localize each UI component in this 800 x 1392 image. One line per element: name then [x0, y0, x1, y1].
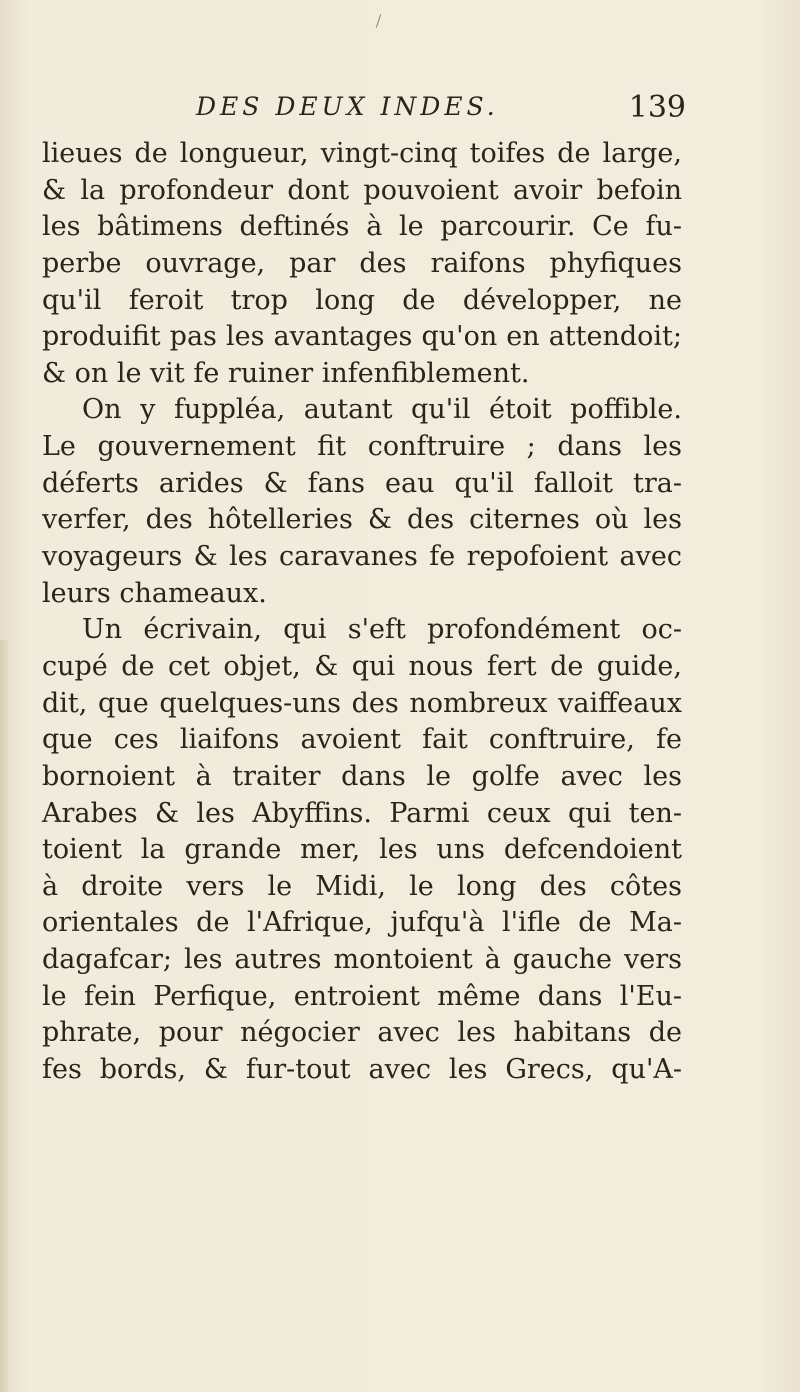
running-head	[196, 92, 686, 136]
paragraph-start-line: Un écrivain, qui s'eft profondément oc-	[82, 614, 682, 646]
text-line: leurs chameaux.	[42, 577, 267, 609]
page-number: 139	[628, 90, 686, 125]
text-line: toient la grande mer, les uns defcendoient	[42, 834, 682, 866]
text-line: verfer, des hôtelleries & des citernes où les	[42, 504, 682, 536]
page-gutter-shadow	[0, 640, 10, 1392]
stray-ink-mark	[376, 14, 381, 28]
body-text	[42, 136, 682, 1089]
text-line: le fein Perfique, entroient même dans l'Eu-	[42, 980, 682, 1012]
text-line: dagafcar; les autres montoient à gauche vers	[42, 944, 682, 976]
text-line: phrate, pour négocier avec les habitans de	[42, 1017, 682, 1049]
text-line: produifit pas les avantages qu'on en attendoit;	[42, 321, 682, 353]
text-line: & on le vit fe ruiner infenfiblement.	[42, 357, 530, 389]
running-title: DES DEUX INDES.	[196, 92, 499, 121]
text-line: cupé de cet objet, & qui nous fert de guide,	[42, 650, 682, 682]
text-line: à droite vers le Midi, le long des côtes	[42, 870, 682, 902]
text-line: lieues de longueur, vingt-cinq toifes de large,	[42, 138, 682, 169]
text-line: que ces liaifons avoient fait conftruire, fe	[42, 724, 682, 756]
text-line: dit, que quelques-uns des nombreux vaiffeaux	[42, 687, 682, 719]
text-line: bornoient à traiter dans le golfe avec les	[42, 760, 682, 792]
text-line: qu'il feroit trop long de développer, ne	[42, 284, 682, 316]
text-line: déferts arides & fans eau qu'il falloit tra-	[42, 467, 682, 499]
text-line: & la profondeur dont pouvoient avoir befoin	[42, 174, 682, 206]
text-line: Arabes & les Abyffins. Parmi ceux qui ten-	[42, 797, 682, 829]
text-line: Le gouvernement fit conftruire ; dans les	[42, 431, 682, 463]
text-line: perbe ouvrage, par des raifons phyfiques	[42, 247, 682, 279]
text-line: fes bords, & fur-tout avec les Grecs, qu'A-	[42, 1054, 682, 1086]
text-line: les bâtimens deftinés à le parcourir. Ce fu-	[42, 211, 682, 243]
text-line: orientales de l'Afrique, jufqu'à l'ifle de Ma-	[42, 907, 682, 939]
text-line: voyageurs & les caravanes fe repofoient avec	[42, 541, 682, 573]
paragraph-start-line: On y fuppléa, autant qu'il étoit poffible.	[82, 394, 682, 426]
